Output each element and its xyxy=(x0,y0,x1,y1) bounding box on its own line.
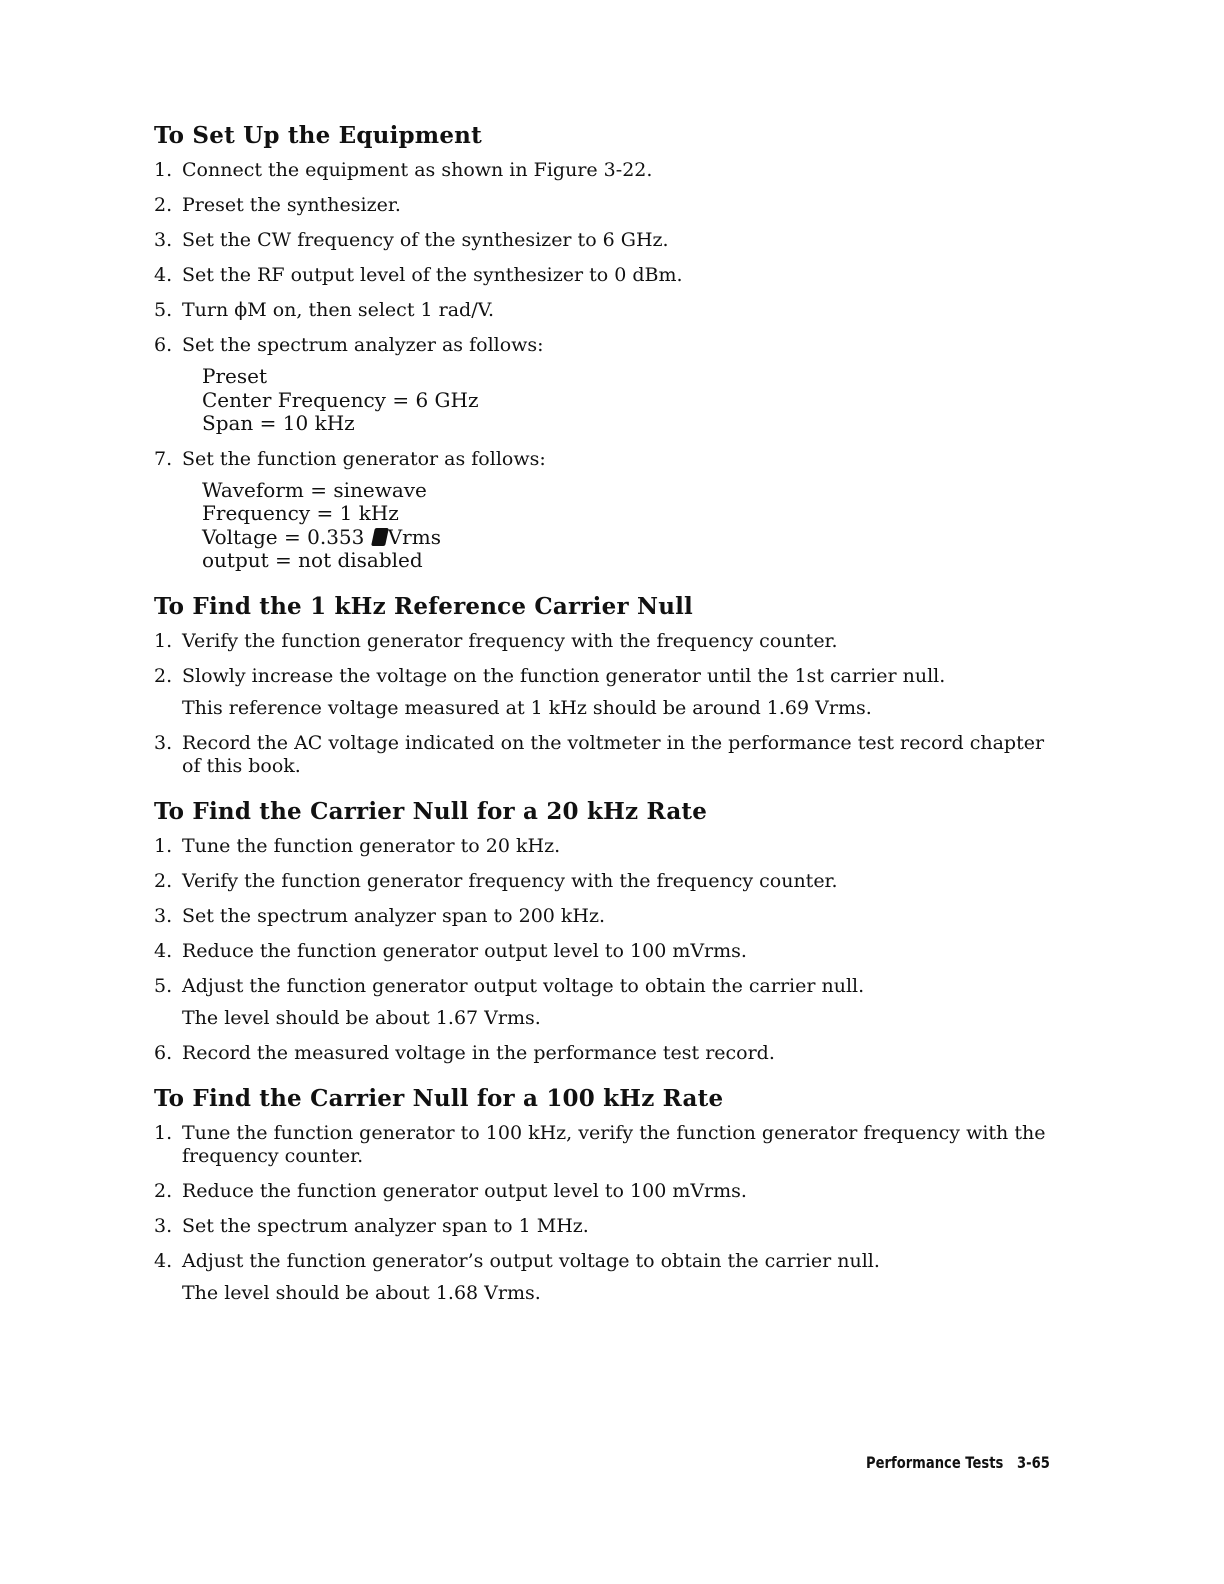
step-note: The level should be about 1.67 Vrms. xyxy=(182,1006,541,1029)
step-text: Set the CW frequency of the synthesizer to 6 GHz. xyxy=(182,229,669,251)
step-list xyxy=(154,1122,1054,1305)
list-item xyxy=(154,1180,1054,1203)
spectrum-analyzer-settings xyxy=(202,365,1054,436)
step-number: 4. xyxy=(154,1249,173,1272)
step-text: Record the AC voltage indicated on the voltmeter in the performance test record chapter of this book. xyxy=(182,731,1045,777)
list-item xyxy=(154,870,1054,893)
step-text: Set the spectrum analyzer span to 1 MHz. xyxy=(182,1214,589,1237)
step-number: 3. xyxy=(154,904,173,927)
function-generator-settings xyxy=(202,479,1054,573)
voltage-prefix: Voltage = 0.353 xyxy=(202,524,371,549)
list-item xyxy=(154,1122,1054,1168)
list-item xyxy=(154,732,1054,778)
list-item xyxy=(154,229,1054,252)
step-number: 3. xyxy=(154,1214,173,1237)
step-text: Verify the function generator frequency with the frequency counter. xyxy=(182,869,838,892)
step-number: 5. xyxy=(154,974,173,997)
voltage-unit: Vrms xyxy=(387,524,441,549)
page-footer xyxy=(866,1453,1050,1472)
section-heading: To Find the Carrier Null for a 20 kHz Rate xyxy=(154,797,708,825)
setting-line: Frequency = 1 kHz xyxy=(202,501,399,525)
setting-line: output = not disabled xyxy=(202,548,423,572)
step-number: 5. xyxy=(154,299,173,321)
setting-line: Preset xyxy=(202,364,267,388)
list-item xyxy=(154,1215,1054,1238)
step-number: 4. xyxy=(154,264,173,286)
setting-line: Span = 10 kHz xyxy=(202,411,355,435)
step-text: Adjust the function generator output voltage to obtain the carrier null. xyxy=(182,974,865,997)
list-item xyxy=(154,1250,1054,1273)
section-heading: To Find the Carrier Null for a 100 kHz Rate xyxy=(154,1084,724,1112)
list-item xyxy=(154,665,1054,688)
step-number: 6. xyxy=(154,334,173,356)
step-list xyxy=(154,835,1054,1065)
list-item xyxy=(154,975,1054,998)
step-note: This reference voltage measured at 1 kHz should be around 1.69 Vrms. xyxy=(182,696,872,719)
section-carrier-null-100khz xyxy=(154,1085,1054,1305)
section-heading: To Set Up the Equipment xyxy=(154,122,482,149)
step-text: Verify the function generator frequency with the frequency counter. xyxy=(182,629,838,652)
list-item xyxy=(154,159,1054,182)
section-reference-carrier-null xyxy=(154,593,1054,778)
step-number: 1. xyxy=(154,159,173,181)
step-number: 2. xyxy=(154,869,173,892)
step-number: 2. xyxy=(154,664,173,687)
step-text: Set the spectrum analyzer as follows: xyxy=(182,334,544,356)
setting-line-voltage xyxy=(202,526,1054,550)
step-text: Preset the synthesizer. xyxy=(182,194,401,216)
step-text: Reduce the function generator output level to 100 mVrms. xyxy=(182,1179,747,1202)
list-item xyxy=(154,448,1054,471)
list-item xyxy=(154,299,1054,322)
step-number: 2. xyxy=(154,194,173,216)
step-text: Tune the function generator to 100 kHz, verify the function generator frequency with the frequency counter. xyxy=(182,1121,1046,1167)
step-number: 7. xyxy=(154,447,173,470)
list-item xyxy=(154,940,1054,963)
step-text: Record the measured voltage in the performance test record. xyxy=(182,1041,775,1064)
list-item xyxy=(154,630,1054,653)
setting-line: Center Frequency = 6 GHz xyxy=(202,387,479,412)
step-number: 2. xyxy=(154,1179,173,1202)
list-item xyxy=(154,1042,1054,1065)
list-item xyxy=(154,264,1054,287)
section-heading: To Find the 1 kHz Reference Carrier Null xyxy=(154,592,693,620)
step-number: 3. xyxy=(154,731,173,754)
footer-chapter: Performance Tests xyxy=(866,1453,1004,1472)
step-number: 1. xyxy=(154,629,173,652)
step-number: 1. xyxy=(154,834,173,857)
step-text: Slowly increase the voltage on the function generator until the 1st carrier null. xyxy=(182,664,946,687)
step-list xyxy=(154,630,1054,778)
step-note: The level should be about 1.68 Vrms. xyxy=(182,1281,541,1304)
section-carrier-null-20khz xyxy=(154,798,1054,1065)
list-item xyxy=(154,194,1054,217)
ink-smudge-mark xyxy=(371,528,389,546)
step-number: 3. xyxy=(154,229,173,251)
step-number: 6. xyxy=(154,1041,173,1064)
step-text: Turn ϕM on, then select 1 rad/V. xyxy=(182,299,495,321)
footer-page-number: 3-65 xyxy=(1016,1453,1050,1472)
step-text: Adjust the function generator’s output voltage to obtain the carrier null. xyxy=(182,1249,880,1272)
list-item xyxy=(154,905,1054,928)
step-text: Set the spectrum analyzer span to 200 kHz. xyxy=(182,904,606,927)
list-item xyxy=(154,835,1054,858)
list-item xyxy=(154,334,1054,357)
step-text: Tune the function generator to 20 kHz. xyxy=(182,834,561,857)
step-number: 4. xyxy=(154,939,173,962)
setting-line: Waveform = sinewave xyxy=(202,477,427,502)
section-setup-equipment xyxy=(154,122,1054,573)
step-text: Reduce the function generator output level to 100 mVrms. xyxy=(182,939,747,962)
step-text: Set the RF output level of the synthesizer to 0 dBm. xyxy=(182,264,683,286)
step-list xyxy=(154,159,1054,573)
step-text: Set the function generator as follows: xyxy=(182,447,546,470)
step-number: 1. xyxy=(154,1121,173,1144)
document-page xyxy=(154,122,1054,1325)
step-text: Connect the equipment as shown in Figure 3-22. xyxy=(182,159,653,181)
